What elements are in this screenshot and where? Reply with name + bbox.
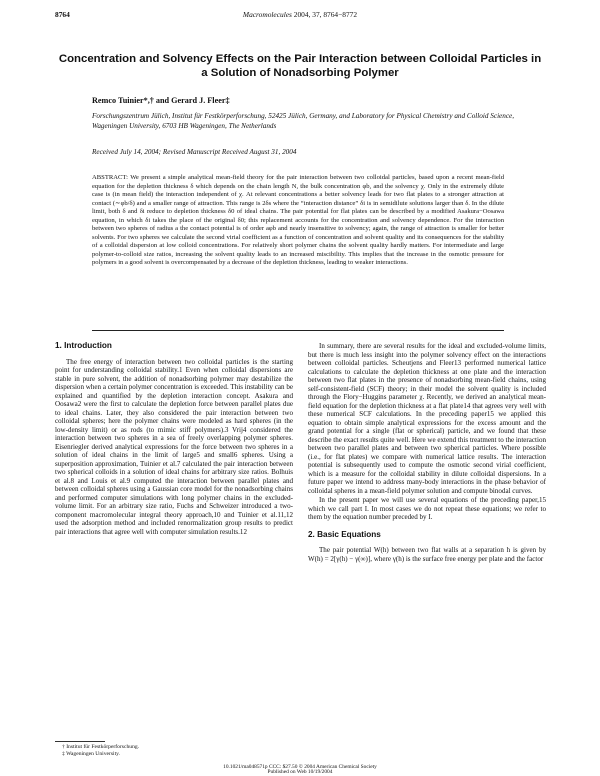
affiliations: Forschungszentrum Jülich, Institut für Festkörperforschung, 52425 Jülich, Germany, and Laboratory for Physical Chemistry and Colloid Science, Wageningen University, 6703 HB Wageningen, The Netherlands — [92, 112, 515, 130]
introduction-paragraph: The free energy of interaction between two colloidal particles is the starting point for understanding colloidal stability.1 Even when colloidal dispersions are stable in pure solvent, the addition of nonadsorbing polymer may destabilize the dispersion when a certain polymer concentration is exceeded. This instability can be explained and quantified by the depletion interaction concept. Asakura and Oosawa2 were the first to calculate the depletion force between parallel plates due to ideal chains. Later, they also considered the pair interaction between two colloidal spheres; here the polymer chains were modeled as hard spheres (in the low-density limit) or as rods (to mimic stiff polymers).3 Vrij4 considered the interaction between two spheres in a sea of freely overlapping polymer spheres. Eisenriegler derived analytical expressions for the force between two spheres in a solution of ideal chains in the limit of large5 and small6 spheres. Using a superposition approximation, Tuinier et al.7 calculated the pair interaction between two spherical colloids in a solution of ideal chains for arbitrary size ratios. Bolhuis et al.8 and Louis et al.9 computed the interaction between parallel plates and between colloidal spheres using a Gaussian core model for the nonadsorbing chains and performed computer simulations with long polymer chains in the excluded-volume limit. For an arbitrary size ratio, Fuchs and Schweizer introduced a two-component macromolecular integral theory approach,10 and Tuinier et al.11,12 used the adsorption method and included renormalization group results to predict pair interactions that agree well with computer simulation results.12 — [55, 357, 293, 536]
running-head — [55, 10, 545, 22]
journal-year-volume: 2004, 37, 8764−8772 — [293, 10, 358, 19]
page-number: 8764 — [55, 10, 70, 19]
journal-citation — [55, 10, 545, 19]
footnote-divider — [55, 741, 105, 742]
author-list: Remco Tuinier*,† and Gerard J. Fleer‡ — [92, 96, 230, 105]
body-paragraph: The pair potential W(h) between two flat walls at a separation h is given by W(h) = 2[γ(h) − γ(∞)], where γ(h) is the surface free energy per plate and the factor — [308, 546, 546, 563]
left-column — [55, 342, 293, 536]
journal-name: Macromolecules — [242, 10, 292, 19]
received-dates: Received July 14, 2004; Revised Manuscript Received August 31, 2004 — [92, 148, 297, 156]
section-heading-basic-equations: 2. Basic Equations — [308, 529, 381, 539]
section-heading-introduction: 1. Introduction — [55, 341, 112, 350]
article-title: Concentration and Solvency Effects on the Pair Interaction between Colloidal Particles in a Solution of Nonadsorbing Polymer — [58, 53, 542, 80]
abstract: ABSTRACT: We present a simple analytical mean-field theory for the pair interaction between two colloidal particles, based upon a recent mean-field equation for the depletion thickness δ which depends on the chain length N, the bulk concentration φb, and the solvency χ. Only in the extremely dilute case is (in mean field) the interaction independent of χ. At relevant concentrations a better solvency leads for two flat plates to a stronger attraction at contact (∼φb/δ) and a smaller range of attraction. This range is 2δs where the “interaction distance” δi is in semidilute solutions larger than δ. In the dilute limit, both δ and δi reduce to depletion thickness δ0 of ideal chains. The pair potential for flat plates can be described by a modified Asakura−Oosawa equation, in which δi takes the place of the original δ0; this replacement accounts for the concentration and solvency dependence. For the interaction between two spheres of radius a the contact potential is of order aφb and nearly insensitive to solvency; again, the range of attraction is smaller for better solvents. For two spheres we calculate the second virial coefficient as a function of concentration and solvent quality and its consequences for the stability of a colloidal dispersion at low colloid concentrations. For relatively short polymer chains the solvent quality hardly matters. For intermediate and large polymer-to-colloid size ratios, increasing the solvent quality leads to an increased miscibility. This implies that the increase in the osmotic pressure for polymers in a good solvent is overcompensated by a decrease of the depletion thickness, leading to weaker interactions. — [92, 174, 504, 266]
abstract-divider — [92, 330, 504, 331]
footnotes — [62, 744, 139, 757]
doi-line: 10.1021/ma048571p CCC: $27.50 © 2004 American Chemical Society — [223, 764, 377, 770]
publication-info — [0, 765, 600, 776]
published-date: Published on Web 10/19/2004 — [267, 769, 333, 776]
footnote-item: † Institut für Festkörperforschung. — [62, 744, 140, 750]
footnote-item: ‡ Wageningen University. — [62, 750, 120, 757]
body-paragraph: In the present paper we will use several equations of the preceding paper,15 which we call part I. In most cases we do not repeat these equations; we refer to them by the equation number preceded by I. — [308, 496, 546, 522]
right-column — [308, 342, 546, 563]
body-paragraph: In summary, there are several results for the ideal and excluded-volume limits, but there is much less insight into the polymer solvency effect on the interactions between colloidal particles. Scheutjens and Fleer13 performed numerical lattice calculations to calculate the depletion thickness at one plate and the interaction between two flat plates in the presence of nonadsorbing mean-field chains, using self-consistent-field (SCF) theory; in their model the solvent quality is included through the Flory−Huggins parameter χ. Recently, we derived an analytical mean-field equation for the depletion thickness at a flat plate14 that agrees very well with these numerical SCF calculations. In the preceding paper15 we applied this equation to obtain simple analytical expressions for the excess amount and the grand potential for a single (flat or spherical) particle, and we found that these describe the exact results quite well. Here we extend this treatment to the interaction between two parallel plates and between two spherical particles. Where possible (i.e., for flat plates) we compare with numerical lattice results. The interaction potential is subsequently used to compute the osmotic second virial coefficient, which is a measure for the colloidal stability in dilute colloidal dispersions. In a future paper we intend to address many-body interactions in the phase behavior of colloidal spheres in a mean-field polymer solution and compute binodal curves. — [308, 342, 546, 495]
